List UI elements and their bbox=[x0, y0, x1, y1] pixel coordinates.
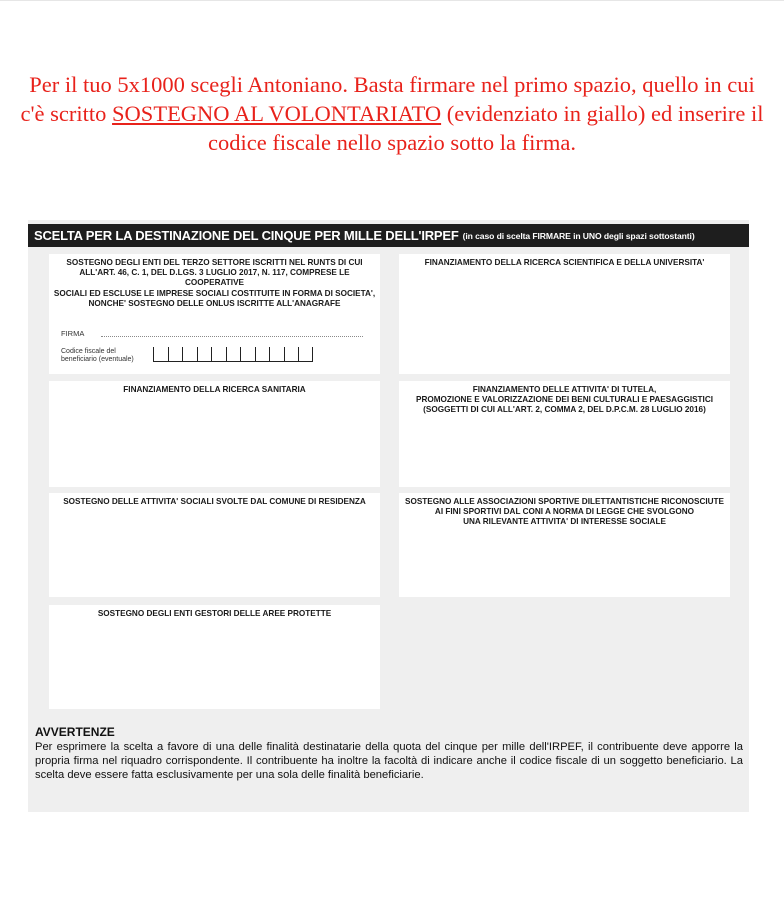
box-associazioni-sportive[interactable] bbox=[399, 493, 730, 597]
firma-label: FIRMA bbox=[61, 329, 85, 338]
form-header-note: (in caso di scelta FIRMARE in UNO degli spazi sottostanti) bbox=[462, 230, 695, 241]
intro-highlight: SOSTEGNO AL VOLONTARIATO bbox=[112, 101, 442, 126]
box-comune-residenza[interactable] bbox=[49, 493, 380, 597]
box-title: SOSTEGNO DELLE ATTIVITA' SOCIALI SVOLTE DAL COMUNE DI RESIDENZA bbox=[63, 497, 366, 506]
avvertenze-text: Per esprimere la scelta a favore di una delle finalità destinatarie della quota del cinque per mille dell'IRPEF, il contribuente deve apporre la propria firma nel riquadro corrispondente. Il contribuente ha inoltre la facoltà di indicare anche il codice fiscale di un soggetto beneficiario. La scelta deve essere fatta esclusivamente per una sola delle finalità beneficiarie. bbox=[35, 741, 743, 782]
box-title: FINANZIAMENTO DELLE ATTIVITA' DI TUTELA, PROMOZIONE E VALORIZZAZIONE DEI BENI CULTURALI E PAESAGGISTICI (SOGGETTI DI CUI ALL'ART. 2, COMMA 2, DEL D.P.C.M. 28 LUGLIO 2016) bbox=[415, 385, 714, 415]
firma-signature-line[interactable] bbox=[101, 336, 363, 337]
box-title: SOSTEGNO DEGLI ENTI DEL TERZO SETTORE ISCRITTI NEL RUNTS DI CUI ALL'ART. 46, C. 1, DEL D.LGS. 3 LUGLIO 2017, N. 117, COMPRESE LE COOPERATIVE SOCIALI ED ESCLUSE LE IMPRESE SOCIALI COSTITUITE IN FORMA DI SOCIETA', NONCHE' SOSTEGNO DELLE ONLUS ISCRITTE ALL'ANAGRAFE bbox=[53, 258, 376, 308]
five-per-mille-form bbox=[28, 220, 749, 812]
box-aree-protette[interactable] bbox=[49, 605, 380, 709]
top-border bbox=[0, 0, 784, 1]
codice-fiscale-input[interactable] bbox=[153, 347, 313, 362]
codice-fiscale-label: Codice fiscale del beneficiario (eventuale) bbox=[61, 348, 134, 363]
box-beni-culturali[interactable] bbox=[399, 381, 730, 487]
box-terzo-settore[interactable] bbox=[49, 254, 380, 374]
intro-part1: Per il tuo 5x1000 scegli Antoniano. Basta firmare nel primo spazio, quello in cui c'è scritto bbox=[20, 72, 755, 126]
box-ricerca-scientifica[interactable] bbox=[399, 254, 730, 374]
intro-text bbox=[20, 70, 764, 157]
box-title: SOSTEGNO ALLE ASSOCIAZIONI SPORTIVE DILETTANTISTICHE RICONOSCIUTE AI FINI SPORTIVI DAL CONI A NORMA DI LEGGE CHE SVOLGONO UNA RILEVANTE ATTIVITA' DI INTERESSE SOCIALE bbox=[404, 497, 725, 527]
box-title: SOSTEGNO DEGLI ENTI GESTORI DELLE AREE PROTETTE bbox=[97, 609, 332, 618]
intro-part2: (evidenziato in giallo) ed inserire il codice fiscale nello spazio sotto la firma. bbox=[208, 101, 764, 155]
box-title: FINANZIAMENTO DELLA RICERCA SCIENTIFICA E DELLA UNIVERSITA' bbox=[424, 258, 705, 267]
form-header bbox=[28, 224, 749, 247]
box-ricerca-sanitaria[interactable] bbox=[49, 381, 380, 487]
avvertenze-title: AVVERTENZE bbox=[35, 725, 115, 739]
form-header-title: SCELTA PER LA DESTINAZIONE DEL CINQUE PER MILLE DELL'IRPEF bbox=[34, 228, 459, 243]
box-title: FINANZIAMENTO DELLA RICERCA SANITARIA bbox=[123, 385, 306, 394]
